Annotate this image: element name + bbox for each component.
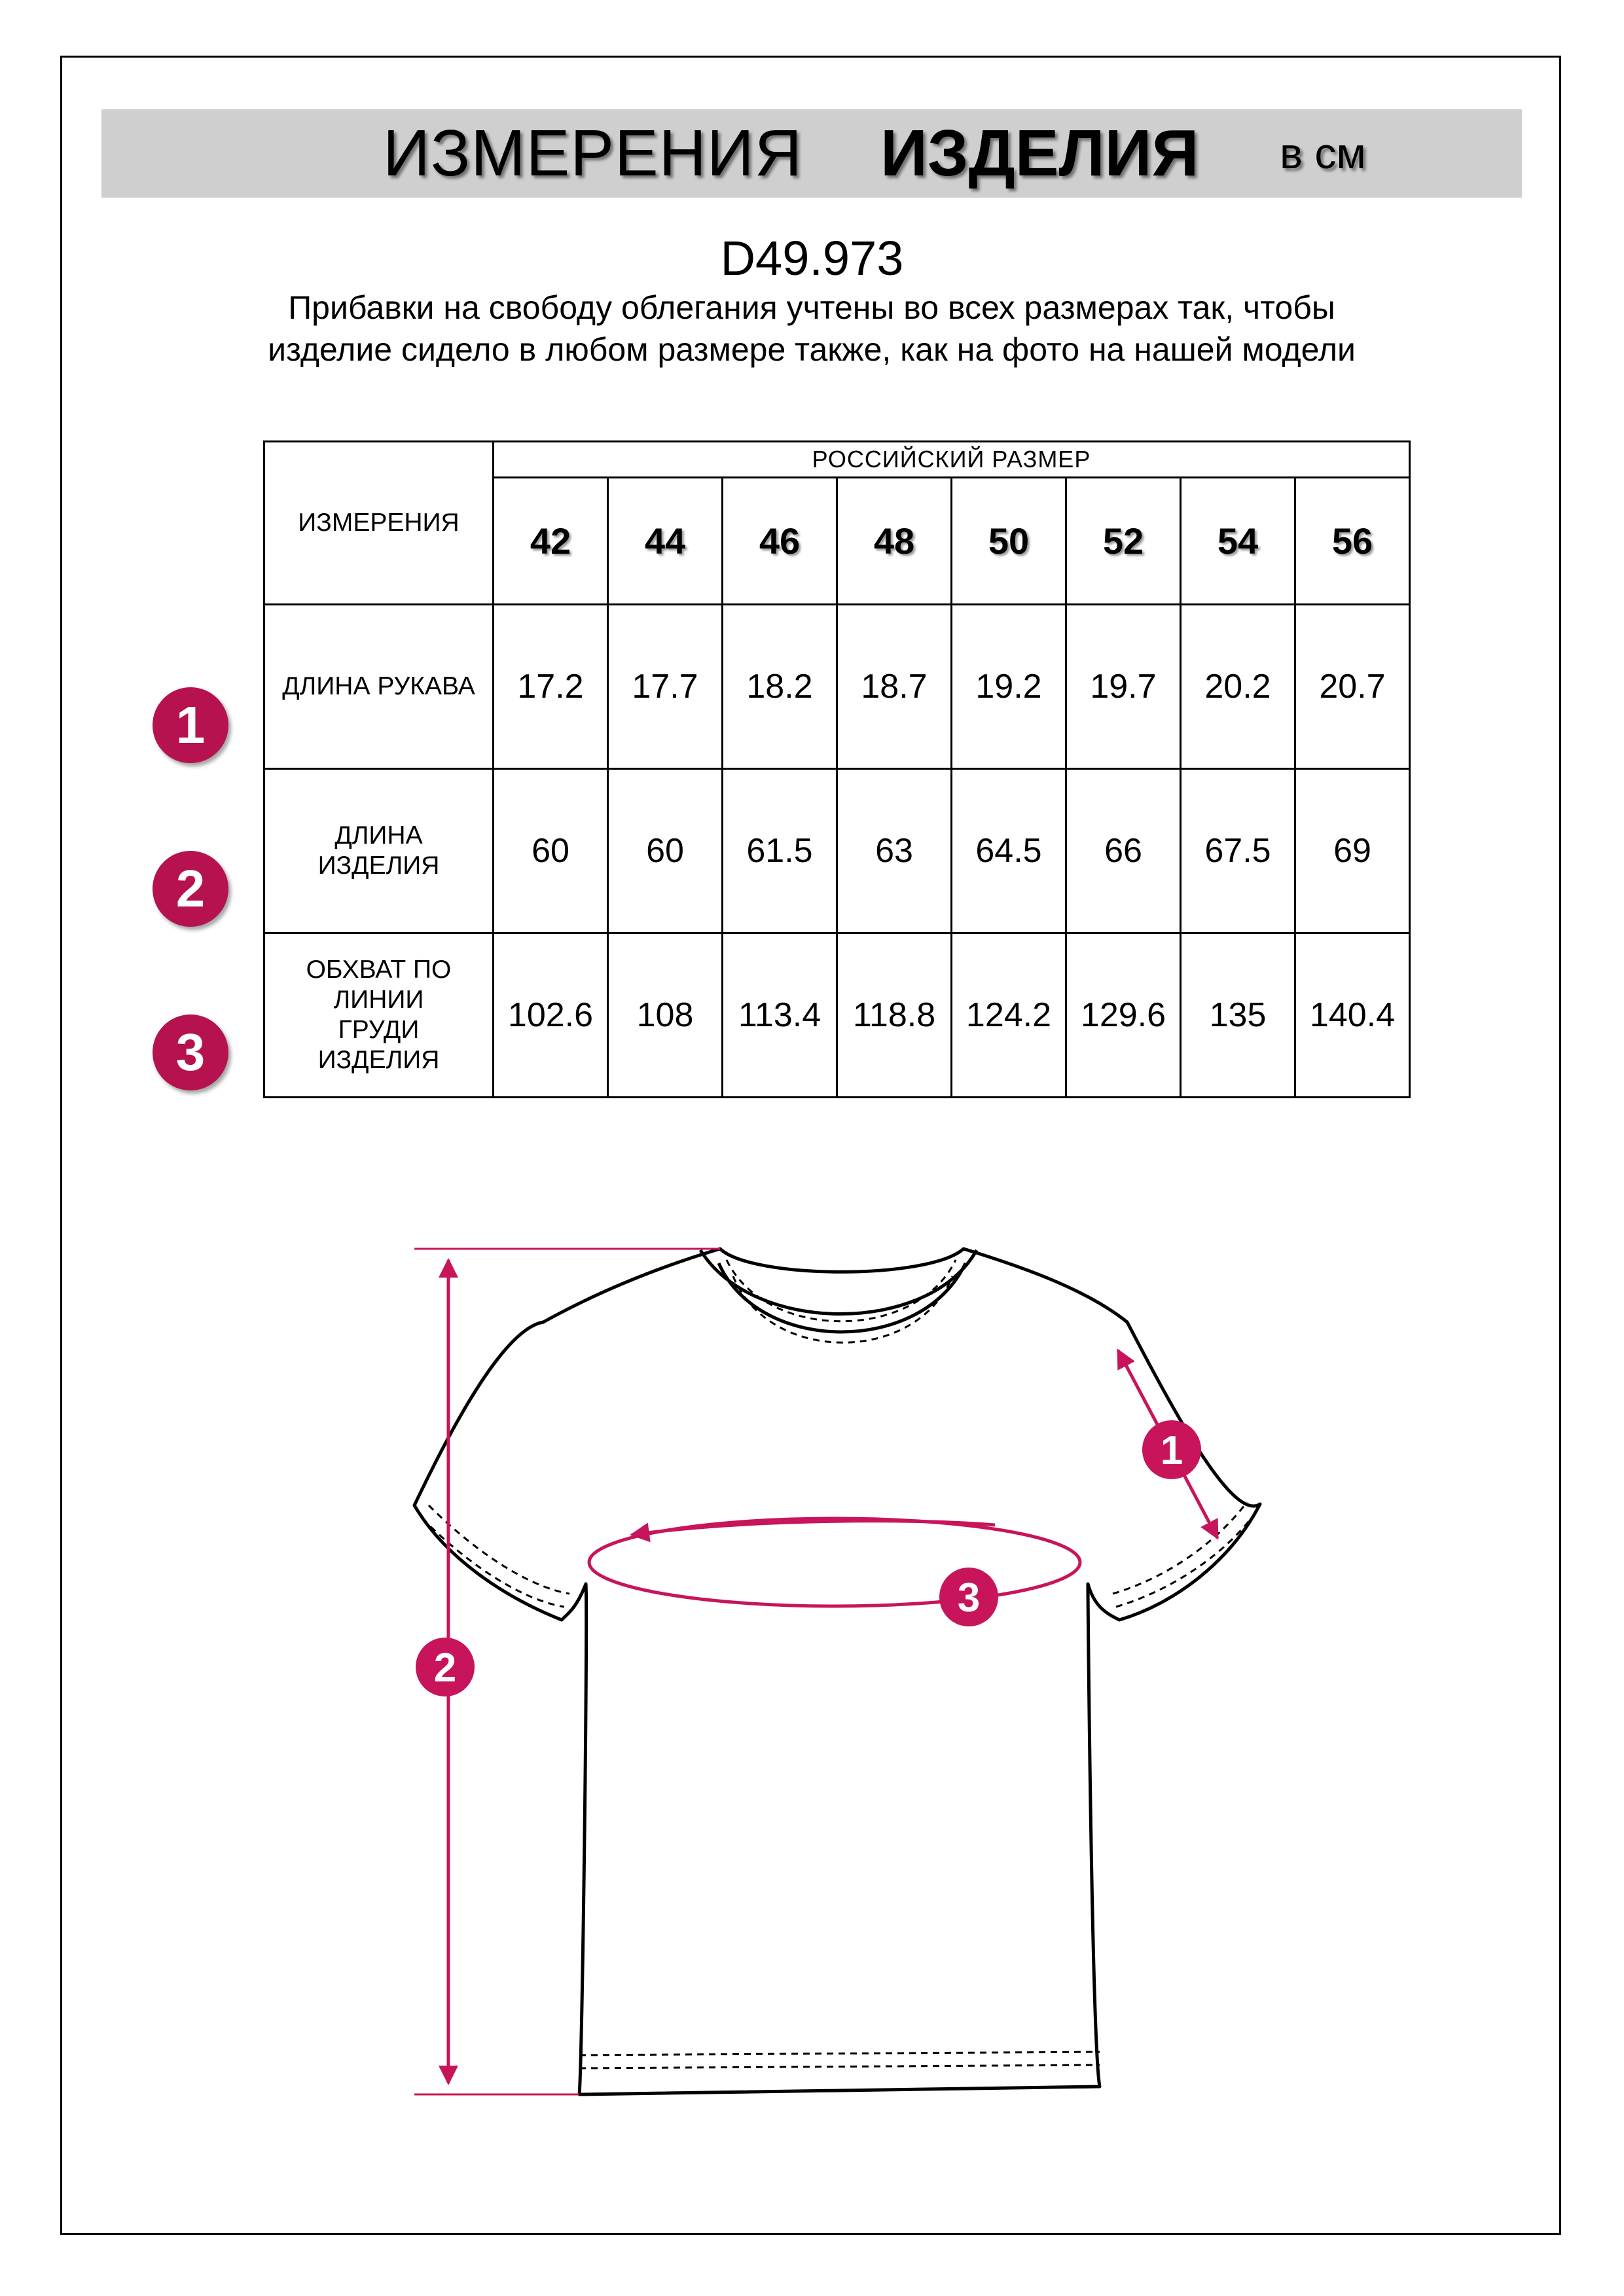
fit-description: Прибавки на свободу облегания учтены во всех размерах так, чтобы изделие сидело в любом размере также, как на фото на нашей модели <box>268 289 1356 368</box>
svg-text:3: 3 <box>957 1575 981 1621</box>
value-cell: 60 <box>494 769 608 933</box>
tshirt-stitching <box>422 1260 1254 2068</box>
size-cell: 46 <box>723 478 837 605</box>
row-marker-2: 2 <box>153 851 228 927</box>
value-cell: 60 <box>608 769 723 933</box>
value-cell: 66 <box>1066 769 1181 933</box>
chest-arrow <box>632 1521 995 1535</box>
value-cell: 67.5 <box>1181 769 1295 933</box>
row-label-sleeve-length: ДЛИНА РУКАВА <box>264 605 494 769</box>
row-marker-3: 3 <box>153 1014 228 1090</box>
value-cell: 129.6 <box>1066 933 1181 1098</box>
value-cell: 17.7 <box>608 605 723 769</box>
size-cell: 54 <box>1181 478 1295 605</box>
value-cell: 20.2 <box>1181 605 1295 769</box>
value-cell: 19.7 <box>1066 605 1181 769</box>
value-cell: 118.8 <box>837 933 952 1098</box>
svg-text:2: 2 <box>433 1645 457 1691</box>
title-unit: в см <box>1280 129 1366 177</box>
article-number: D49.973 <box>720 231 904 285</box>
value-cell: 18.2 <box>723 605 837 769</box>
value-cell: 140.4 <box>1295 933 1410 1098</box>
value-cell: 18.7 <box>837 605 952 769</box>
size-cell: 52 <box>1066 478 1181 605</box>
row-label-chest-girth: ОБХВАТ ПО ЛИНИИ ГРУДИ ИЗДЕЛИЯ <box>264 933 494 1098</box>
value-cell: 113.4 <box>723 933 837 1098</box>
size-group-header: РОССИЙСКИЙ РАЗМЕР <box>494 442 1410 478</box>
svg-text:1: 1 <box>1160 1428 1183 1473</box>
value-cell: 108 <box>608 933 723 1098</box>
diagram-marker-2 <box>416 1638 475 1696</box>
title-regular: ИЗМЕРЕНИЯ <box>383 117 803 190</box>
size-cell: 56 <box>1295 478 1410 605</box>
value-cell: 135 <box>1181 933 1295 1098</box>
value-cell: 63 <box>837 769 952 933</box>
value-cell: 19.2 <box>952 605 1066 769</box>
size-cell: 42 <box>494 478 608 605</box>
measure-header: ИЗМЕРЕНИЯ <box>264 442 494 605</box>
value-cell: 124.2 <box>952 933 1066 1098</box>
value-cell: 102.6 <box>494 933 608 1098</box>
diagram-marker-1 <box>1142 1420 1201 1479</box>
value-cell: 20.7 <box>1295 605 1410 769</box>
diagram-marker-3 <box>939 1568 998 1626</box>
value-cell: 17.2 <box>494 605 608 769</box>
size-cell: 48 <box>837 478 952 605</box>
value-cell: 69 <box>1295 769 1410 933</box>
size-cell: 44 <box>608 478 723 605</box>
title-bold: ИЗДЕЛИЯ <box>880 117 1199 190</box>
size-cell: 50 <box>952 478 1066 605</box>
row-marker-1: 1 <box>153 687 228 763</box>
value-cell: 64.5 <box>952 769 1066 933</box>
value-cell: 61.5 <box>723 769 837 933</box>
row-label-garment-length: ДЛИНА ИЗДЕЛИЯ <box>264 769 494 933</box>
